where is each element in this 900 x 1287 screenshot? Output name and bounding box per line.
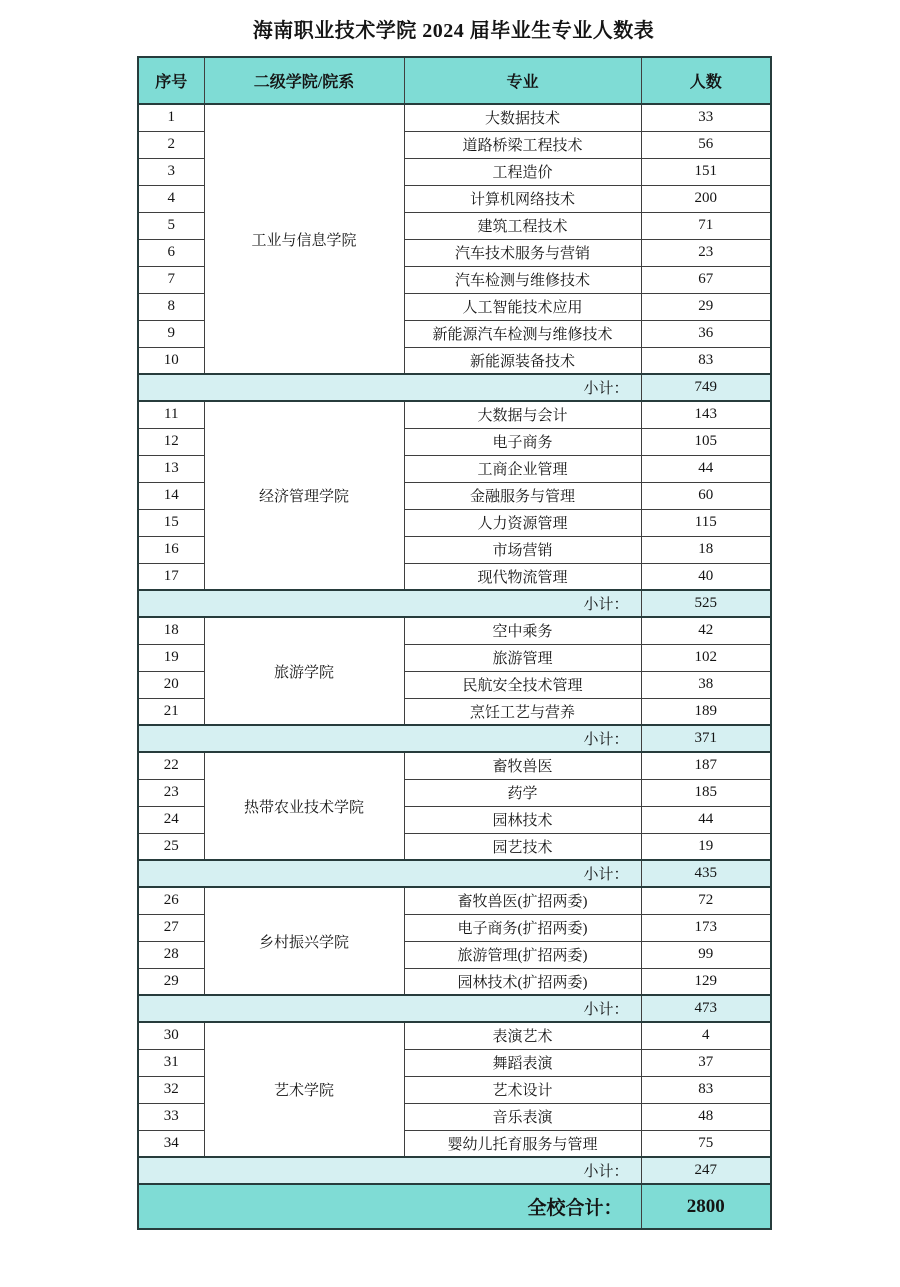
table-row [138, 104, 771, 131]
subtotal-row [138, 590, 771, 617]
serial-cell: 14 [138, 482, 204, 509]
college-cell: 经济管理学院 [204, 401, 404, 590]
serial-cell: 3 [138, 158, 204, 185]
serial-cell: 21 [138, 698, 204, 725]
count-cell: 187 [641, 752, 771, 779]
table-row [138, 887, 771, 914]
table-header [138, 57, 771, 104]
count-cell: 185 [641, 779, 771, 806]
major-cell: 工商企业管理 [404, 455, 641, 482]
subtotal-label: 小计： [138, 995, 641, 1022]
count-cell: 18 [641, 536, 771, 563]
subtotal-count: 371 [641, 725, 771, 752]
major-cell: 新能源装备技术 [404, 347, 641, 374]
college-cell: 乡村振兴学院 [204, 887, 404, 995]
header-serial: 序号 [138, 57, 204, 104]
subtotal-label: 小计： [138, 374, 641, 401]
subtotal-row [138, 995, 771, 1022]
grand-total-row [138, 1184, 771, 1229]
subtotal-label: 小计： [138, 860, 641, 887]
serial-cell: 19 [138, 644, 204, 671]
count-cell: 44 [641, 455, 771, 482]
major-cell: 民航安全技术管理 [404, 671, 641, 698]
major-cell: 电子商务 [404, 428, 641, 455]
serial-cell: 20 [138, 671, 204, 698]
count-cell: 37 [641, 1049, 771, 1076]
major-cell: 舞蹈表演 [404, 1049, 641, 1076]
major-cell: 旅游管理 [404, 644, 641, 671]
count-cell: 48 [641, 1103, 771, 1130]
major-cell: 人力资源管理 [404, 509, 641, 536]
page [0, 14, 900, 1230]
subtotal-row [138, 374, 771, 401]
count-cell: 102 [641, 644, 771, 671]
count-cell: 19 [641, 833, 771, 860]
major-cell: 计算机网络技术 [404, 185, 641, 212]
subtotal-count: 435 [641, 860, 771, 887]
serial-cell: 2 [138, 131, 204, 158]
table-row [138, 752, 771, 779]
count-cell: 83 [641, 1076, 771, 1103]
serial-cell: 5 [138, 212, 204, 239]
serial-cell: 1 [138, 104, 204, 131]
count-cell: 200 [641, 185, 771, 212]
serial-cell: 17 [138, 563, 204, 590]
major-cell: 园林技术 [404, 806, 641, 833]
major-cell: 市场营销 [404, 536, 641, 563]
major-cell: 汽车技术服务与营销 [404, 239, 641, 266]
serial-cell: 34 [138, 1130, 204, 1157]
major-cell: 婴幼儿托育服务与管理 [404, 1130, 641, 1157]
subtotal-row [138, 860, 771, 887]
major-cell: 旅游管理(扩招两委) [404, 941, 641, 968]
count-cell: 4 [641, 1022, 771, 1049]
subtotal-count: 247 [641, 1157, 771, 1184]
college-cell: 工业与信息学院 [204, 104, 404, 374]
table-row [138, 401, 771, 428]
subtotal-label: 小计： [138, 725, 641, 752]
count-cell: 60 [641, 482, 771, 509]
serial-cell: 12 [138, 428, 204, 455]
major-cell: 烹饪工艺与营养 [404, 698, 641, 725]
major-cell: 大数据技术 [404, 104, 641, 131]
header-count: 人数 [641, 57, 771, 104]
major-cell: 建筑工程技术 [404, 212, 641, 239]
serial-cell: 4 [138, 185, 204, 212]
major-cell: 大数据与会计 [404, 401, 641, 428]
serial-cell: 15 [138, 509, 204, 536]
major-cell: 工程造价 [404, 158, 641, 185]
table-body [138, 104, 771, 1184]
count-cell: 36 [641, 320, 771, 347]
count-cell: 75 [641, 1130, 771, 1157]
table-footer [138, 1184, 771, 1229]
grand-total-count: 2800 [641, 1184, 771, 1229]
subtotal-row [138, 725, 771, 752]
serial-cell: 18 [138, 617, 204, 644]
count-cell: 189 [641, 698, 771, 725]
count-cell: 23 [641, 239, 771, 266]
serial-cell: 9 [138, 320, 204, 347]
count-cell: 56 [641, 131, 771, 158]
serial-cell: 7 [138, 266, 204, 293]
serial-cell: 24 [138, 806, 204, 833]
serial-cell: 6 [138, 239, 204, 266]
major-cell: 人工智能技术应用 [404, 293, 641, 320]
college-cell: 艺术学院 [204, 1022, 404, 1157]
major-cell: 音乐表演 [404, 1103, 641, 1130]
count-cell: 33 [641, 104, 771, 131]
serial-cell: 11 [138, 401, 204, 428]
graduates-table [137, 56, 772, 1230]
major-cell: 艺术设计 [404, 1076, 641, 1103]
major-cell: 金融服务与管理 [404, 482, 641, 509]
major-cell: 畜牧兽医 [404, 752, 641, 779]
table-row [138, 617, 771, 644]
serial-cell: 10 [138, 347, 204, 374]
table-row [138, 1022, 771, 1049]
major-cell: 电子商务(扩招两委) [404, 914, 641, 941]
major-cell: 空中乘务 [404, 617, 641, 644]
count-cell: 38 [641, 671, 771, 698]
serial-cell: 33 [138, 1103, 204, 1130]
serial-cell: 32 [138, 1076, 204, 1103]
subtotal-count: 525 [641, 590, 771, 617]
count-cell: 42 [641, 617, 771, 644]
count-cell: 143 [641, 401, 771, 428]
serial-cell: 25 [138, 833, 204, 860]
subtotal-count: 749 [641, 374, 771, 401]
count-cell: 67 [641, 266, 771, 293]
major-cell: 新能源汽车检测与维修技术 [404, 320, 641, 347]
serial-cell: 27 [138, 914, 204, 941]
subtotal-label: 小计： [138, 590, 641, 617]
count-cell: 115 [641, 509, 771, 536]
serial-cell: 16 [138, 536, 204, 563]
college-cell: 旅游学院 [204, 617, 404, 725]
major-cell: 药学 [404, 779, 641, 806]
serial-cell: 28 [138, 941, 204, 968]
subtotal-label: 小计： [138, 1157, 641, 1184]
major-cell: 表演艺术 [404, 1022, 641, 1049]
count-cell: 105 [641, 428, 771, 455]
count-cell: 99 [641, 941, 771, 968]
grand-total-label: 全校合计： [138, 1184, 641, 1229]
serial-cell: 23 [138, 779, 204, 806]
serial-cell: 30 [138, 1022, 204, 1049]
serial-cell: 26 [138, 887, 204, 914]
header-college: 二级学院/院系 [204, 57, 404, 104]
major-cell: 道路桥梁工程技术 [404, 131, 641, 158]
count-cell: 151 [641, 158, 771, 185]
serial-cell: 29 [138, 968, 204, 995]
count-cell: 44 [641, 806, 771, 833]
count-cell: 173 [641, 914, 771, 941]
count-cell: 40 [641, 563, 771, 590]
major-cell: 园林技术(扩招两委) [404, 968, 641, 995]
subtotal-row [138, 1157, 771, 1184]
count-cell: 72 [641, 887, 771, 914]
serial-cell: 8 [138, 293, 204, 320]
header-row [138, 57, 771, 104]
page-title: 海南职业技术学院 2024 届毕业生专业人数表 [252, 20, 655, 42]
major-cell: 畜牧兽医(扩招两委) [404, 887, 641, 914]
serial-cell: 13 [138, 455, 204, 482]
serial-cell: 22 [138, 752, 204, 779]
serial-cell: 31 [138, 1049, 204, 1076]
count-cell: 83 [641, 347, 771, 374]
major-cell: 汽车检测与维修技术 [404, 266, 641, 293]
major-cell: 园艺技术 [404, 833, 641, 860]
count-cell: 29 [641, 293, 771, 320]
header-major: 专业 [404, 57, 641, 104]
major-cell: 现代物流管理 [404, 563, 641, 590]
count-cell: 71 [641, 212, 771, 239]
college-cell: 热带农业技术学院 [204, 752, 404, 860]
subtotal-count: 473 [641, 995, 771, 1022]
count-cell: 129 [641, 968, 771, 995]
